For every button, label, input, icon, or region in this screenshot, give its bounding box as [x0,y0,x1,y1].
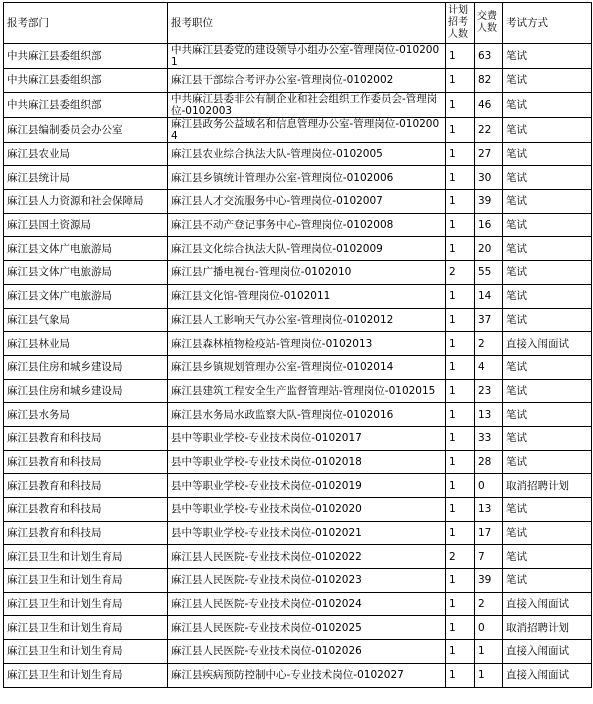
cell-paid: 14 [475,284,503,308]
cell-paid: 33 [475,426,503,450]
table-row [4,261,592,285]
cell-dept: 麻江县住房和城乡建设局 [4,379,168,403]
cell-paid: 2 [475,592,503,616]
cell-position: 麻江县广播电视台-管理岗位-0102010 [168,261,446,285]
cell-method: 笔试 [503,355,592,379]
cell-dept: 麻江县文体广电旅游局 [4,284,168,308]
cell-method: 直接入闱面试 [503,663,592,687]
cell-position: 麻江县人民医院-专业技术岗位-0102022 [168,545,446,569]
cell-position: 麻江县农业综合执法大队-管理岗位-0102005 [168,142,446,166]
cell-position: 麻江县干部综合考评办公室-管理岗位-0102002 [168,69,446,93]
cell-dept: 麻江县住房和城乡建设局 [4,355,168,379]
cell-method: 取消招聘计划 [503,474,592,498]
cell-dept: 麻江县教育和科技局 [4,498,168,522]
cell-paid: 1 [475,640,503,664]
cell-method: 笔试 [503,237,592,261]
cell-dept: 麻江县教育和科技局 [4,450,168,474]
cell-dept: 麻江县气象局 [4,308,168,332]
table-row [4,521,592,545]
cell-position: 麻江县森林植物检疫站-管理岗位-0102013 [168,332,446,356]
table-row [4,616,592,640]
cell-plan: 1 [446,237,475,261]
cell-paid: 13 [475,403,503,427]
cell-method: 笔试 [503,142,592,166]
table-row [4,379,592,403]
cell-position: 麻江县人民医院-专业技术岗位-0102023 [168,569,446,593]
cell-dept: 麻江县水务局 [4,403,168,427]
cell-paid: 63 [475,44,503,69]
cell-method: 笔试 [503,379,592,403]
table-row [4,640,592,664]
cell-method: 笔试 [503,213,592,237]
cell-plan: 1 [446,663,475,687]
cell-plan: 1 [446,498,475,522]
cell-dept: 麻江县文体广电旅游局 [4,237,168,261]
cell-method: 笔试 [503,426,592,450]
recruitment-table [3,2,592,688]
cell-plan: 1 [446,355,475,379]
cell-position: 县中等职业学校-专业技术岗位-0102021 [168,521,446,545]
cell-position: 中共麻江县委非公有制企业和社会组织工作委员会-管理岗位-0102003 [168,92,446,117]
cell-method: 笔试 [503,284,592,308]
cell-dept: 麻江县农业局 [4,142,168,166]
cell-method: 笔试 [503,117,592,142]
cell-paid: 0 [475,616,503,640]
cell-position: 麻江县人才交流服务中心-管理岗位-0102007 [168,190,446,214]
cell-dept: 麻江县教育和科技局 [4,521,168,545]
cell-paid: 55 [475,261,503,285]
cell-dept: 麻江县教育和科技局 [4,474,168,498]
table-row [4,308,592,332]
table-row [4,284,592,308]
cell-paid: 0 [475,474,503,498]
cell-dept: 中共麻江县委组织部 [4,92,168,117]
cell-method: 笔试 [503,450,592,474]
table-body [4,44,592,688]
cell-dept: 中共麻江县委组织部 [4,69,168,93]
cell-plan: 2 [446,545,475,569]
cell-position: 县中等职业学校-专业技术岗位-0102019 [168,474,446,498]
cell-plan: 1 [446,426,475,450]
cell-dept: 麻江县编制委员会办公室 [4,117,168,142]
cell-position: 麻江县文化馆-管理岗位-0102011 [168,284,446,308]
table-row [4,92,592,117]
cell-plan: 1 [446,616,475,640]
cell-method: 笔试 [503,69,592,93]
cell-plan: 1 [446,640,475,664]
cell-position: 麻江县文化综合执法大队-管理岗位-0102009 [168,237,446,261]
cell-dept: 麻江县统计局 [4,166,168,190]
table-row [4,117,592,142]
cell-paid: 39 [475,190,503,214]
cell-paid: 46 [475,92,503,117]
cell-paid: 30 [475,166,503,190]
cell-dept: 麻江县卫生和计划生育局 [4,592,168,616]
cell-dept: 麻江县林业局 [4,332,168,356]
table-row [4,450,592,474]
cell-paid: 16 [475,213,503,237]
cell-position: 麻江县政务公益域名和信息管理办公室-管理岗位-0102004 [168,117,446,142]
recruitment-table-container [3,2,592,688]
cell-plan: 1 [446,308,475,332]
table-row [4,403,592,427]
cell-dept: 麻江县卫生和计划生育局 [4,640,168,664]
cell-paid: 20 [475,237,503,261]
table-row [4,474,592,498]
cell-dept: 麻江县人力资源和社会保障局 [4,190,168,214]
cell-method: 笔试 [503,521,592,545]
cell-position: 县中等职业学校-专业技术岗位-0102020 [168,498,446,522]
table-row [4,426,592,450]
cell-paid: 82 [475,69,503,93]
cell-position: 县中等职业学校-专业技术岗位-0102018 [168,450,446,474]
cell-dept: 麻江县国土资源局 [4,213,168,237]
header-method: 考试方式 [503,3,592,44]
header-plan: 计划招考人数 [446,3,475,44]
cell-paid: 23 [475,379,503,403]
header-position: 报考职位 [168,3,446,44]
cell-paid: 37 [475,308,503,332]
cell-plan: 1 [446,569,475,593]
table-row [4,569,592,593]
cell-plan: 1 [446,92,475,117]
table-row [4,166,592,190]
cell-dept: 中共麻江县委组织部 [4,44,168,69]
cell-plan: 1 [446,332,475,356]
cell-plan: 1 [446,117,475,142]
cell-paid: 4 [475,355,503,379]
table-header-row [4,3,592,44]
cell-dept: 麻江县教育和科技局 [4,426,168,450]
table-row [4,498,592,522]
cell-dept: 麻江县卫生和计划生育局 [4,569,168,593]
cell-method: 直接入闱面试 [503,332,592,356]
cell-paid: 28 [475,450,503,474]
header-paid: 交费人数 [475,3,503,44]
cell-method: 笔试 [503,166,592,190]
cell-position: 麻江县人民医院-专业技术岗位-0102026 [168,640,446,664]
cell-plan: 1 [446,379,475,403]
cell-position: 麻江县水务局水政监察大队-管理岗位-0102016 [168,403,446,427]
cell-paid: 22 [475,117,503,142]
cell-plan: 1 [446,450,475,474]
cell-plan: 1 [446,403,475,427]
cell-method: 取消招聘计划 [503,616,592,640]
cell-position: 麻江县乡镇规划管理办公室-管理岗位-0102014 [168,355,446,379]
cell-paid: 7 [475,545,503,569]
cell-plan: 1 [446,213,475,237]
cell-method: 笔试 [503,308,592,332]
cell-position: 麻江县疾病预防控制中心-专业技术岗位-0102027 [168,663,446,687]
cell-dept: 麻江县文体广电旅游局 [4,261,168,285]
table-row [4,44,592,69]
cell-paid: 13 [475,498,503,522]
cell-paid: 1 [475,663,503,687]
cell-dept: 麻江县卫生和计划生育局 [4,663,168,687]
cell-method: 笔试 [503,545,592,569]
cell-method: 笔试 [503,44,592,69]
table-row [4,190,592,214]
table-row [4,592,592,616]
cell-method: 笔试 [503,92,592,117]
table-row [4,142,592,166]
cell-position: 麻江县人民医院-专业技术岗位-0102025 [168,616,446,640]
cell-plan: 1 [446,474,475,498]
cell-position: 麻江县不动产登记事务中心-管理岗位-0102008 [168,213,446,237]
table-row [4,663,592,687]
cell-method: 笔试 [503,261,592,285]
cell-method: 直接入闱面试 [503,640,592,664]
cell-position: 麻江县乡镇统计管理办公室-管理岗位-0102006 [168,166,446,190]
cell-plan: 1 [446,44,475,69]
table-row [4,213,592,237]
table-row [4,237,592,261]
cell-position: 麻江县人民医院-专业技术岗位-0102024 [168,592,446,616]
cell-method: 直接入闱面试 [503,592,592,616]
cell-plan: 1 [446,284,475,308]
table-row [4,355,592,379]
cell-plan: 1 [446,521,475,545]
cell-plan: 1 [446,592,475,616]
cell-position: 麻江县建筑工程安全生产监督管理站-管理岗位-0102015 [168,379,446,403]
cell-plan: 2 [446,261,475,285]
cell-dept: 麻江县卫生和计划生育局 [4,616,168,640]
cell-position: 麻江县人工影响天气办公室-管理岗位-0102012 [168,308,446,332]
cell-plan: 1 [446,166,475,190]
cell-paid: 2 [475,332,503,356]
cell-paid: 27 [475,142,503,166]
cell-plan: 1 [446,190,475,214]
cell-position: 县中等职业学校-专业技术岗位-0102017 [168,426,446,450]
cell-plan: 1 [446,142,475,166]
cell-plan: 1 [446,69,475,93]
cell-paid: 17 [475,521,503,545]
table-row [4,69,592,93]
cell-method: 笔试 [503,190,592,214]
table-row [4,545,592,569]
cell-method: 笔试 [503,403,592,427]
cell-position: 中共麻江县委党的建设领导小组办公室-管理岗位-0102001 [168,44,446,69]
cell-dept: 麻江县卫生和计划生育局 [4,545,168,569]
header-dept: 报考部门 [4,3,168,44]
cell-paid: 39 [475,569,503,593]
cell-method: 笔试 [503,498,592,522]
cell-method: 笔试 [503,569,592,593]
table-row [4,332,592,356]
